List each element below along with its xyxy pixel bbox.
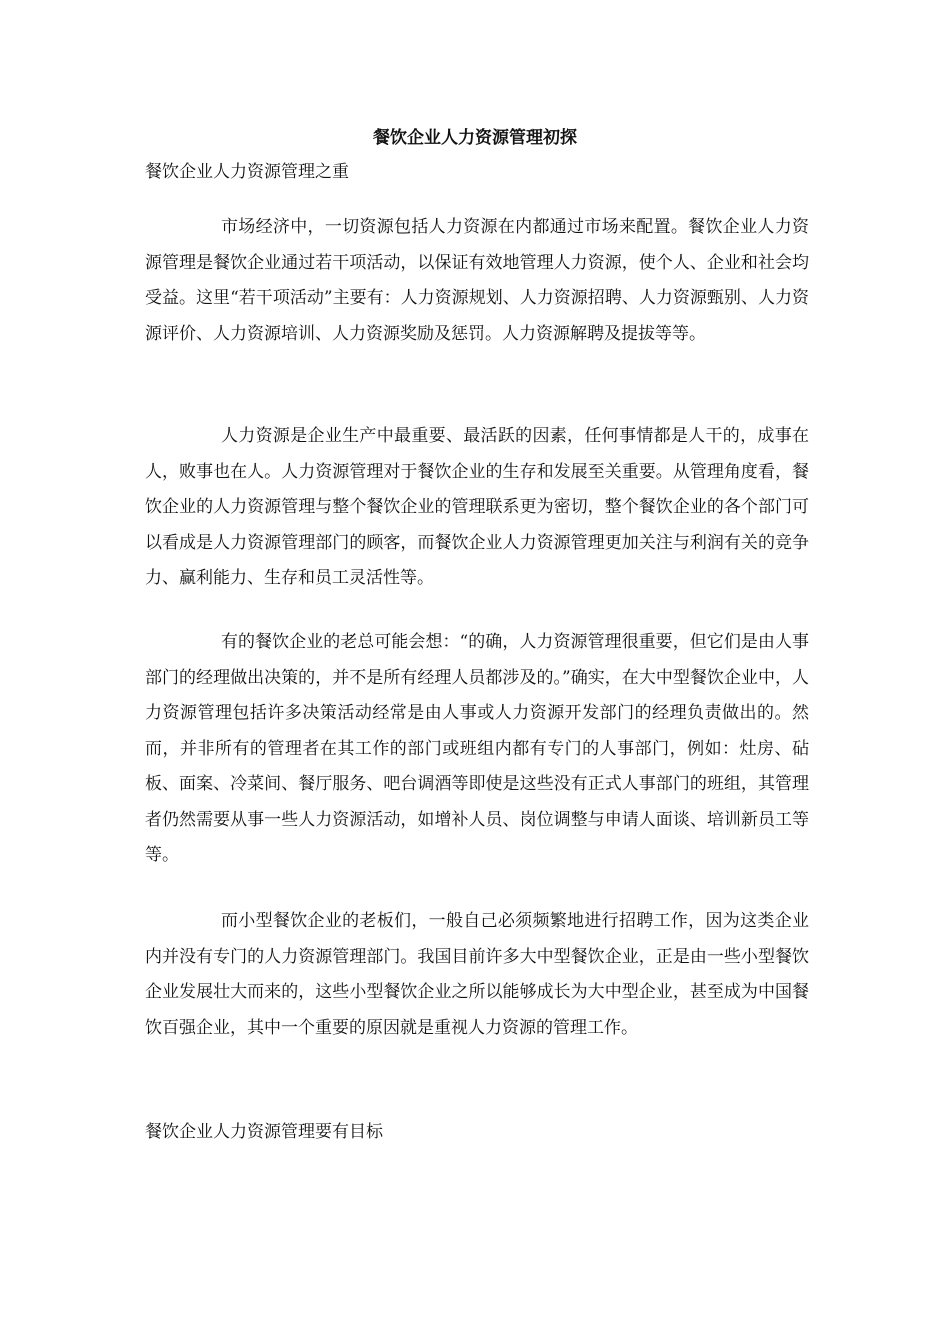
paragraph-1: 市场经济中，一切资源包括人力资源在内都通过市场来配置。餐饮企业人力资源管理是餐饮企业通过若干项活动，以保证有效地管理人力资源，使个人、企业和社会均受益。这里“若干项活动”主要有：人力资源规划、人力资源招聘、人力资源甄别、人力资源评价、人力资源培训、人力资源奖励及惩罚。人力资源解聘及提拔等等。 bbox=[145, 217, 809, 344]
paragraph-4: 而小型餐饮企业的老板们，一般自己必须频繁地进行招聘工作，因为这类企业内并没有专门的人力资源管理部门。我国目前许多大中型餐饮企业，正是由一些小型餐饮企业发展壮大而来的，这些小型餐饮企业之所以能够成长为大中型企业，甚至成为中国餐饮百强企业，其中一个重要的原因就是重视人力资源的管理工作。 bbox=[145, 911, 809, 1038]
paragraph-3: 有的餐饮企业的老总可能会想：“的确，人力资源管理很重要，但它们是由人事部门的经理做出决策的，并不是所有经理人员都涉及的。”确实，在大中型餐饮企业中，人力资源管理包括许多决策活动经常是由人事或人力资源开发部门的经理负责做出的。然而，并非所有的管理者在其工作的部门或班组内都有专门的人事部门，例如：灶房、砧板、面案、冷菜间、餐厅服务、吧台调酒等即使是这些没有正式人事部门的班组，其管理者仍然需要从事一些人力资源活动，如增补人员、岗位调整与申请人面谈、培训新员工等等。 bbox=[145, 632, 809, 865]
section-heading-importance: 餐饮企业人力资源管理之重 bbox=[145, 162, 349, 182]
section-heading-goals: 餐饮企业人力资源管理要有目标 bbox=[145, 1122, 383, 1142]
document-title: 餐饮企业人力资源管理初探 bbox=[373, 128, 577, 148]
paragraph-2: 人力资源是企业生产中最重要、最活跃的因素，任何事情都是人干的，成事在人，败事也在人。人力资源管理对于餐饮企业的生存和发展至关重要。从管理角度看，餐饮企业的人力资源管理与整个餐饮企业的管理联系更为密切，整个餐饮企业的各个部门可以看成是人力资源管理部门的顾客，而餐饮企业人力资源管理更加关注与利润有关的竞争力、赢利能力、生存和员工灵活性等。 bbox=[145, 426, 809, 588]
